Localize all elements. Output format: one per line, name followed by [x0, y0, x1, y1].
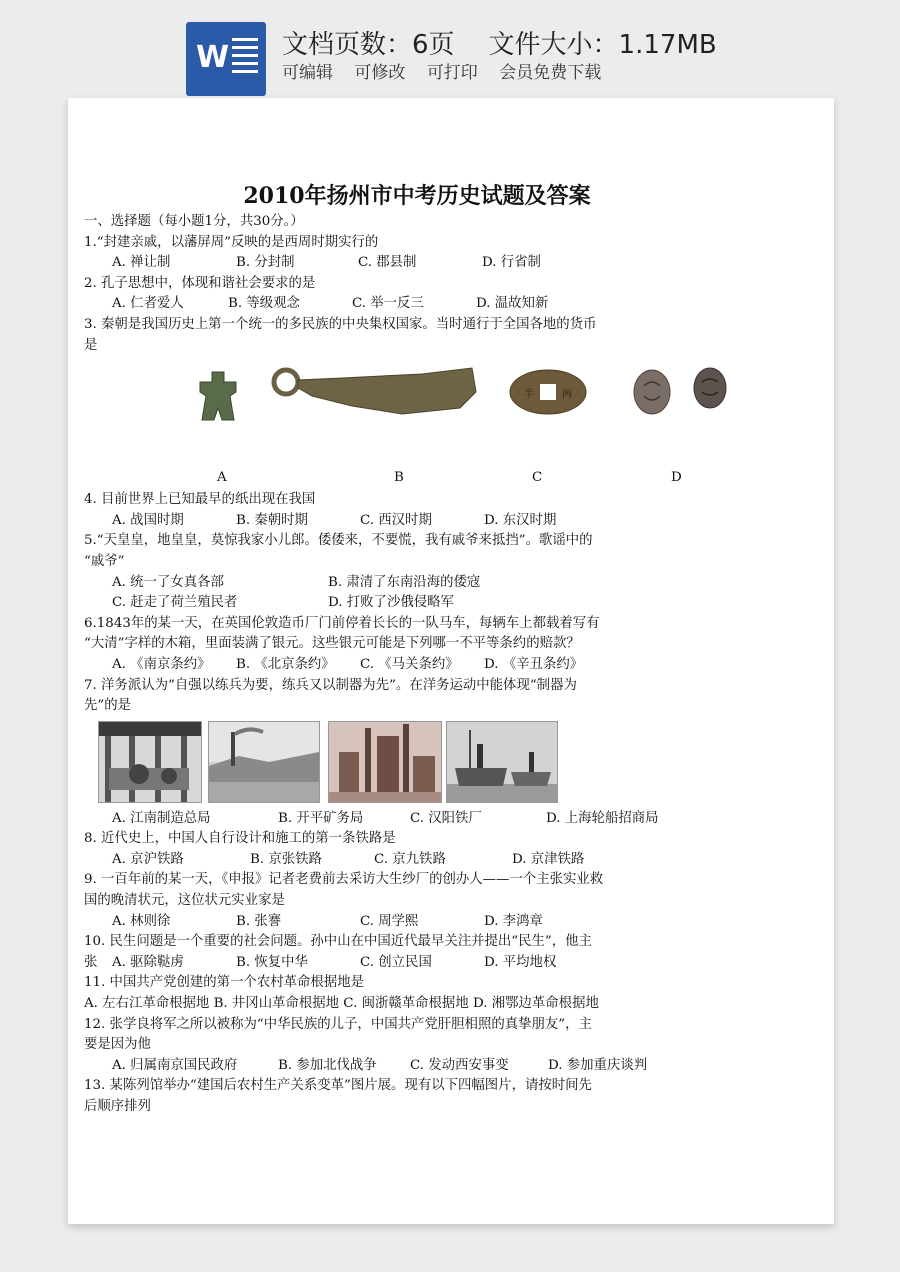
- question-4: 4. 目前世界上已知最早的纸出现在我国: [84, 492, 316, 508]
- feature-printable: 可打印: [426, 63, 478, 83]
- industry-photos: [84, 719, 750, 809]
- option-c: C. 汉阳铁厂: [410, 810, 482, 826]
- coin-images: [84, 356, 750, 468]
- question-1: 1.“封建亲戚，以藩屏周”反映的是西周时期实行的: [84, 234, 379, 250]
- question-6-cont: “大清”字样的木箱，里面装满了银元。这些银元可能是下列哪一不平等条约的赔款？: [84, 636, 580, 652]
- option-a: A. 林则徐: [112, 913, 171, 929]
- option-c: C. 周学熙: [360, 913, 419, 929]
- question-6-options: [84, 655, 750, 676]
- feature-modifiable: 可修改: [354, 63, 406, 83]
- option-d: D. 上海轮船招商局: [546, 810, 659, 826]
- option-c: C. 发动西安事变: [410, 1057, 509, 1073]
- option-a: A. 统一了女真各部: [112, 574, 224, 590]
- option-c: C. 《马关条约》: [360, 656, 459, 672]
- coin-images-svg: [84, 356, 750, 468]
- option-a: A. 《南京条约》: [112, 656, 211, 672]
- option-a: A. 京沪铁路: [112, 851, 184, 867]
- coin-label-a: A: [217, 470, 227, 486]
- steamship-photo-image: [446, 721, 558, 803]
- ant-nose-coin-image: [634, 368, 726, 414]
- option-b: B. 分封制: [236, 255, 295, 271]
- feature-member-download: 会员免费下载: [499, 63, 602, 83]
- option-b: B. 肃清了东南沿海的倭寇: [328, 574, 481, 590]
- question-8-options: [84, 850, 750, 871]
- coin-label-b: B: [394, 470, 404, 486]
- page-count: 文档页数：6页: [282, 30, 455, 60]
- question-9-options: [84, 912, 750, 933]
- ironworks-photo-image: [328, 721, 442, 803]
- option-c: C. 西汉时期: [360, 512, 432, 528]
- option-a: A. 仁者爱人: [112, 296, 184, 312]
- option-d: D. 李鸿章: [484, 913, 543, 929]
- question-11: 11. 中国共产党创建的第一个农村革命根据地是: [84, 975, 364, 991]
- question-5: 5.“天皇皇，地皇皇，莫惊我家小儿郎。倭倭来，不要慌，我有戚爷来抵挡”。歌谣中的: [84, 533, 593, 549]
- option-b: B. 参加北伐战争: [278, 1057, 377, 1073]
- question-5-options-1: [84, 573, 750, 594]
- question-12-cont: 要是因为他: [84, 1037, 151, 1053]
- option-d: D. 参加重庆谈判: [548, 1057, 648, 1073]
- option-a: A. 战国时期: [112, 512, 184, 528]
- option-c: C. 举一反三: [352, 296, 424, 312]
- option-d: D. 京津铁路: [512, 851, 585, 867]
- option-b: B. 恢复中华: [236, 954, 308, 970]
- option-d: D. 行省制: [482, 255, 541, 271]
- question-6: 6.1843年的某一天，在英国伦敦造币厂门前停着长长的一队马车，每辆车上都载着写有: [84, 615, 600, 631]
- question-5-cont: “戚爷”: [84, 553, 125, 569]
- question-2-options: [84, 294, 750, 315]
- question-3-cont: 是: [84, 337, 98, 353]
- question-9: 9. 一百年前的某一天，《申报》记者老费前去采访大生纱厂的创办人——一个主张实业救: [84, 872, 604, 888]
- coin-label-d: D: [671, 470, 682, 486]
- question-9-cont: 国的晚清状元，这位状元实业家是: [84, 893, 285, 909]
- knife-coin-image: [274, 368, 476, 414]
- coin-label-c: C: [532, 470, 543, 486]
- question-7-cont: 先”的是: [84, 698, 132, 714]
- question-11-options: A. 左右江革命根据地 B. 井冈山革命根据地 C. 闽浙赣革命根据地 D. 湘鄂边革命根据地: [84, 996, 599, 1012]
- coin-image-labels: [84, 468, 750, 490]
- arsenal-photo-image: [98, 721, 202, 803]
- option-d: D. 温故知新: [476, 296, 549, 312]
- question-3: 3. 秦朝是我国历史上第一个统一的多民族的中央集权国家。当时通行于全国各地的货币: [84, 316, 597, 332]
- question-10-cont: [84, 953, 750, 974]
- option-c: C. 郡县制: [358, 255, 417, 271]
- question-5-options-2: [84, 593, 750, 614]
- exam-content: [84, 180, 750, 1118]
- word-document-icon: W: [186, 22, 266, 96]
- option-a: A. 禅让制: [112, 255, 171, 271]
- svg-text:半: 半: [524, 389, 534, 401]
- option-a: A. 驱除鞑虏: [112, 954, 184, 970]
- option-c: C. 京九铁路: [374, 851, 446, 867]
- option-c: C. 赶走了荷兰殖民者: [112, 595, 238, 611]
- section-heading: 一、选择题（每小题1分，共30分。）: [84, 214, 304, 229]
- question-1-options: [84, 253, 750, 274]
- option-a: A. 归属南京国民政府: [112, 1057, 238, 1073]
- option-d: D. 东汉时期: [484, 512, 557, 528]
- question-7-options: [84, 809, 750, 830]
- document-info-header: [0, 0, 900, 100]
- spade-coin-image: [200, 372, 236, 420]
- feature-editable: 可编辑: [282, 63, 333, 83]
- document-stats: [282, 24, 717, 61]
- question-8: 8. 近代史上，中国人自行设计和施工的第一条铁路是: [84, 831, 396, 847]
- question-12-options: [84, 1056, 750, 1077]
- option-b: B. 秦朝时期: [236, 512, 308, 528]
- option-b: B. 等级观念: [228, 296, 300, 312]
- file-size: 文件大小：1.17MB: [488, 30, 717, 60]
- option-d: D. 《辛丑条约》: [484, 656, 584, 672]
- question-10-tail: 张: [84, 954, 98, 970]
- question-13-cont: 后顺序排列: [84, 1099, 151, 1114]
- feature-list: [282, 58, 611, 83]
- exam-title: 2010年扬州市中考历史试题及答案: [243, 183, 591, 209]
- question-10: 10. 民生问题是一个重要的社会问题。孙中山在中国近代最早关注并提出“民生”，他主: [84, 934, 592, 950]
- option-a: A. 江南制造总局: [112, 810, 211, 826]
- question-4-options: [84, 511, 750, 532]
- option-c: C. 创立民国: [360, 954, 432, 970]
- option-b: B. 京张铁路: [250, 851, 322, 867]
- mining-bureau-photo-image: [208, 721, 320, 803]
- question-12: 12. 张学良将军之所以被称为“中华民族的儿子，中国共产党肝胆相照的真挚朋友”，主: [84, 1016, 592, 1032]
- round-coin-image: [510, 370, 586, 414]
- option-b: B. 张謇: [236, 913, 282, 929]
- question-7: 7. 洋务派认为“自强以练兵为要，练兵又以制器为先”。在洋务运动中能体现“制器为: [84, 677, 577, 693]
- question-13: 13. 某陈列馆举办“建国后农村生产关系变革”图片展。现有以下四幅图片，请按时间先: [84, 1078, 592, 1094]
- option-d: D. 平均地权: [484, 954, 557, 970]
- option-b: B. 《北京条约》: [236, 656, 335, 672]
- option-d: D. 打败了沙俄侵略军: [328, 595, 454, 611]
- question-2: 2. 孔子思想中，体现和谐社会要求的是: [84, 275, 316, 291]
- svg-text:两: 两: [562, 389, 572, 401]
- option-b: B. 开平矿务局: [278, 810, 364, 826]
